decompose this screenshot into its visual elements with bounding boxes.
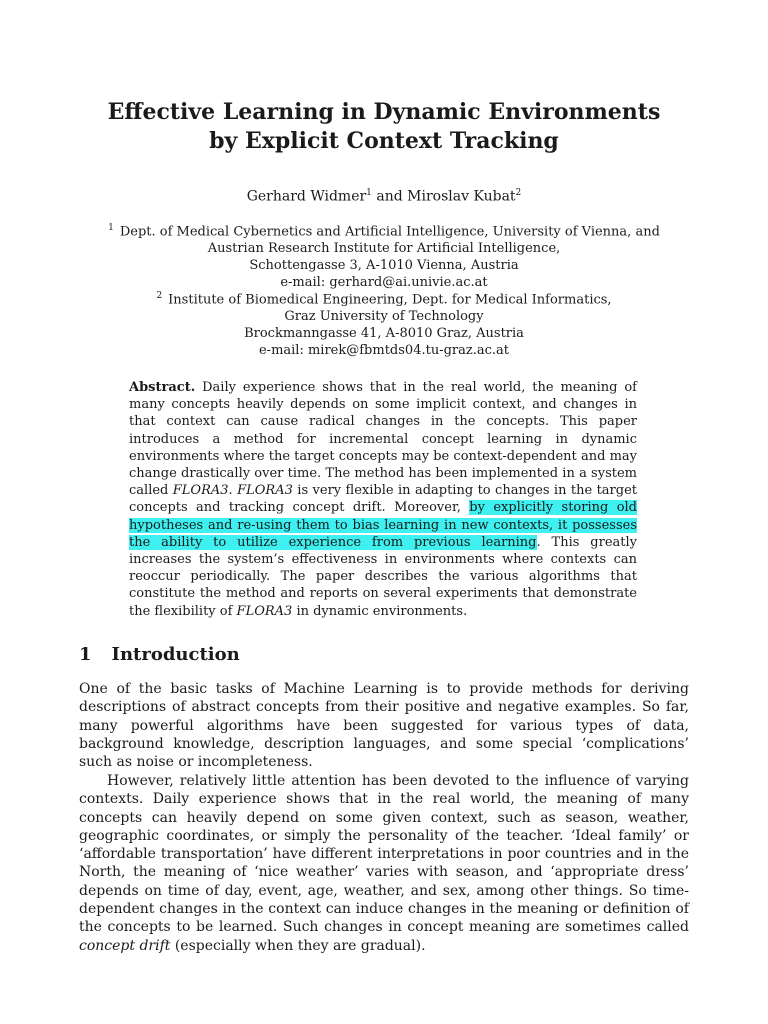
affiliation-1-line-3: Schottengasse 3, A-1010 Vienna, Austria — [249, 258, 519, 274]
author-affil-marker-1: 1 — [366, 188, 372, 198]
term-concept-drift: concept drift — [79, 937, 171, 954]
affiliation-2-line-3: Brockmanngasse 41, A-8010 Graz, Austria — [244, 326, 524, 342]
affiliation-1-marker: 1 — [108, 223, 114, 233]
affiliation-2-email: e-mail: mirek@fbmtds04.tu-graz.ac.at — [258, 343, 509, 359]
author-connector: and — [371, 188, 408, 205]
affiliation-1 — [0, 220, 768, 291]
affiliation-2-marker: 2 — [156, 291, 163, 301]
affiliation-2-line-1: $^2$ Institute of Biomedical Engineering, Dept. for Medical Informatics, — [156, 291, 612, 308]
affiliation-2 — [0, 288, 768, 359]
title-line-2: by Explicit Context Tracking — [209, 128, 559, 154]
system-name: FLORA3 — [237, 483, 293, 499]
paragraph-2: However, relatively little attention has been devoted to the influence of varying contexts. Daily experience shows that in the real world, the meaning of many concepts can heavily depend on some given context, such as season, weather, geographic coordinates, or simply the personality of the teacher. ‘Ideal family’ or ‘affordable transportation’ have different interpretations in poor countries and in the North, the meaning of ‘nice weather’ varies with season, and ‘appropriate dress’ depends on time of day, event, age, weather, and sex, among other things. So time-dependent changes in the context can induce changes in the meaning or definition of the concepts to be learned. Such changes in concept meaning are sometimes called concept drift (especially when they are gradual). — [79, 773, 689, 954]
system-name: FLORA3 — [172, 483, 229, 499]
affiliation-1-email: e-mail: gerhard@ai.univie.ac.at — [280, 275, 488, 291]
abstract: Abstract. Daily experience shows that in the real world, the meaning of many concepts heavily depends on some implicit context, and changes in that context can cause radical changes in the concepts. This paper introduces a method for incremental concept learning in dynamic environments where the target concepts may be context-dependent and may change drastically over time. The method has been implemented in a system called FLORA3. FLORA3 is very flexible in adapting to changes in the target concepts and tracking concept drift. Moreover, by explicitly storing old hypotheses and re-using them to bias learning in new contexts, it possesses the ability to utilize experience from previous learning. This greatly increases the system’s effectiveness in environments where contexts can reoccur periodically. The paper describes the various algorithms that constitute the method and reports on several experiments that demonstrate the flexibility of FLORA3 in dynamic environments. — [129, 380, 638, 619]
section-title: Introduction — [111, 644, 240, 665]
section-number: 1 — [79, 644, 92, 665]
author-affil-marker-2: 2 — [515, 188, 522, 198]
highlighted-text: by explicitly storing old hypotheses and re-using them to bias learning in new contexts, it possesses the ability to utilize experience from previous learning — [129, 500, 638, 550]
title-line-1: Effective Learning in Dynamic Environments — [107, 99, 661, 125]
author-name-1: Gerhard Widmer — [246, 188, 367, 205]
affiliation-2-line-2: Graz University of Technology — [284, 309, 484, 325]
author-name-2: Miroslav Kubat — [407, 188, 516, 205]
affiliation-1-line-2: Austrian Research Institute for Artificial Intelligence, — [207, 241, 561, 257]
system-name: FLORA3 — [236, 603, 293, 619]
section-heading-introduction — [79, 643, 240, 667]
abstract-heading: Abstract. — [129, 380, 196, 395]
paragraph-1: One of the basic tasks of Machine Learning is to provide methods for deriving descriptions of abstract concepts from their positive and negative examples. So far, many powerful algorithms have been suggested for various types of data, background knowledge, description languages, and some special ‘complications’ such as noise or incompleteness. — [79, 681, 689, 771]
author-list — [0, 184, 768, 206]
affiliation-1-line-1: $^1$ Dept. of Medical Cybernetics and Artificial Intelligence, University of Vienna, and — [108, 223, 660, 240]
paper-title — [0, 98, 768, 156]
